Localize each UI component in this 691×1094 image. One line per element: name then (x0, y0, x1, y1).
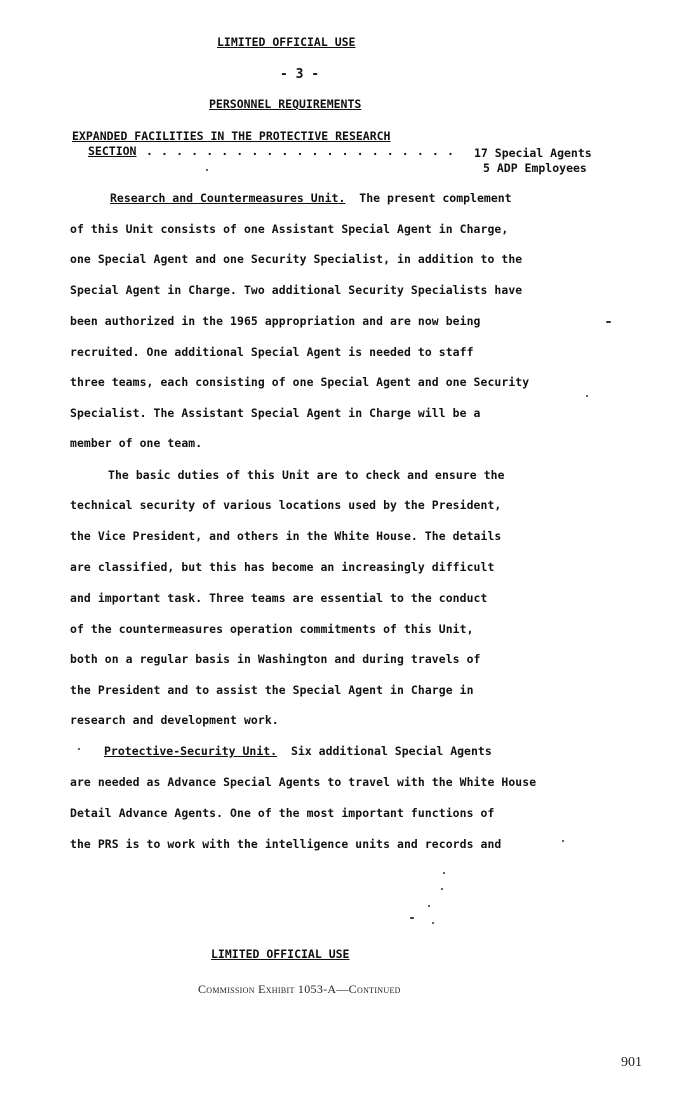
scan-speck (410, 917, 414, 919)
paragraph-1-line: been authorized in the 1965 appropriation and are now being (70, 314, 481, 328)
scan-speck (428, 905, 430, 907)
count-special-agents: 17 Special Agents (474, 146, 592, 160)
classification-top: LIMITED OFFICIAL USE (217, 35, 356, 49)
scan-speck (562, 840, 564, 842)
item-heading-line2: SECTION (88, 144, 137, 158)
paragraph-1-line: member of one team. (70, 436, 203, 450)
scan-speck (432, 922, 434, 924)
section-title: PERSONNEL REQUIREMENTS (209, 97, 362, 111)
paragraph-2-line: technical security of various locations used by the President, (70, 498, 502, 512)
paragraph-2-line: are classified, but this has become an increasingly difficult (70, 560, 495, 574)
paragraph-2-line: the Vice President, and others in the White House. The details (70, 529, 502, 543)
paragraph-3-line: are needed as Advance Special Agents to travel with the White House (70, 775, 537, 789)
page-number: 901 (621, 1055, 642, 1070)
unit-heading-research: Research and Countermeasures Unit. (110, 191, 346, 205)
count-adp-employees: 5 ADP Employees (483, 161, 587, 175)
paragraph-3-first-line-rest: Six additional Special Agents (290, 744, 492, 758)
paragraph-2-line: research and development work. (70, 713, 279, 727)
paragraph-1-line: recruited. One additional Special Agent is needed to staff (70, 345, 474, 359)
scan-speck (443, 872, 445, 874)
paragraph-2-line: both on a regular basis in Washington and during travels of (70, 652, 481, 666)
paragraph-3-first-line (104, 744, 492, 758)
scan-speck (78, 748, 80, 750)
paragraph-2-line: of the countermeasures operation commitments of this Unit, (70, 622, 474, 636)
item-heading-line1: EXPANDED FACILITIES IN THE PROTECTIVE RESEARCH (72, 129, 391, 143)
leader-dots: . . . . . . . . . . . . . . . . . . . . . (146, 144, 455, 158)
paragraph-1-line: one Special Agent and one Security Specialist, in addition to the (70, 252, 523, 266)
paragraph-1-line: Special Agent in Charge. Two additional Security Specialists have (70, 283, 523, 297)
paragraph-1-line: of this Unit consists of one Assistant Special Agent in Charge, (70, 222, 509, 236)
paragraph-3-line: the PRS is to work with the intelligence units and records and (70, 837, 502, 851)
page-marker: - 3 - (280, 67, 320, 82)
paragraph-1-first-line (110, 191, 512, 205)
paragraph-2-line: and important task. Three teams are essential to the conduct (70, 591, 488, 605)
unit-heading-protective-security: Protective-Security Unit. (104, 744, 278, 758)
classification-bottom: LIMITED OFFICIAL USE (211, 947, 350, 961)
scan-speck (606, 321, 611, 323)
paragraph-1-first-line-rest: The present complement (359, 191, 512, 205)
scan-speck (441, 888, 443, 890)
exhibit-caption: Commission Exhibit 1053-A—Continued (198, 982, 401, 996)
paragraph-3-line: Detail Advance Agents. One of the most important functions of (70, 806, 495, 820)
paragraph-1-line: Specialist. The Assistant Special Agent in Charge will be a (70, 406, 481, 420)
paragraph-2-line: The basic duties of this Unit are to check and ensure the (108, 468, 505, 482)
scan-speck (206, 169, 208, 171)
paragraph-1-line: three teams, each consisting of one Special Agent and one Security (70, 375, 530, 389)
scan-speck (586, 395, 588, 397)
paragraph-2-line: the President and to assist the Special Agent in Charge in (70, 683, 474, 697)
